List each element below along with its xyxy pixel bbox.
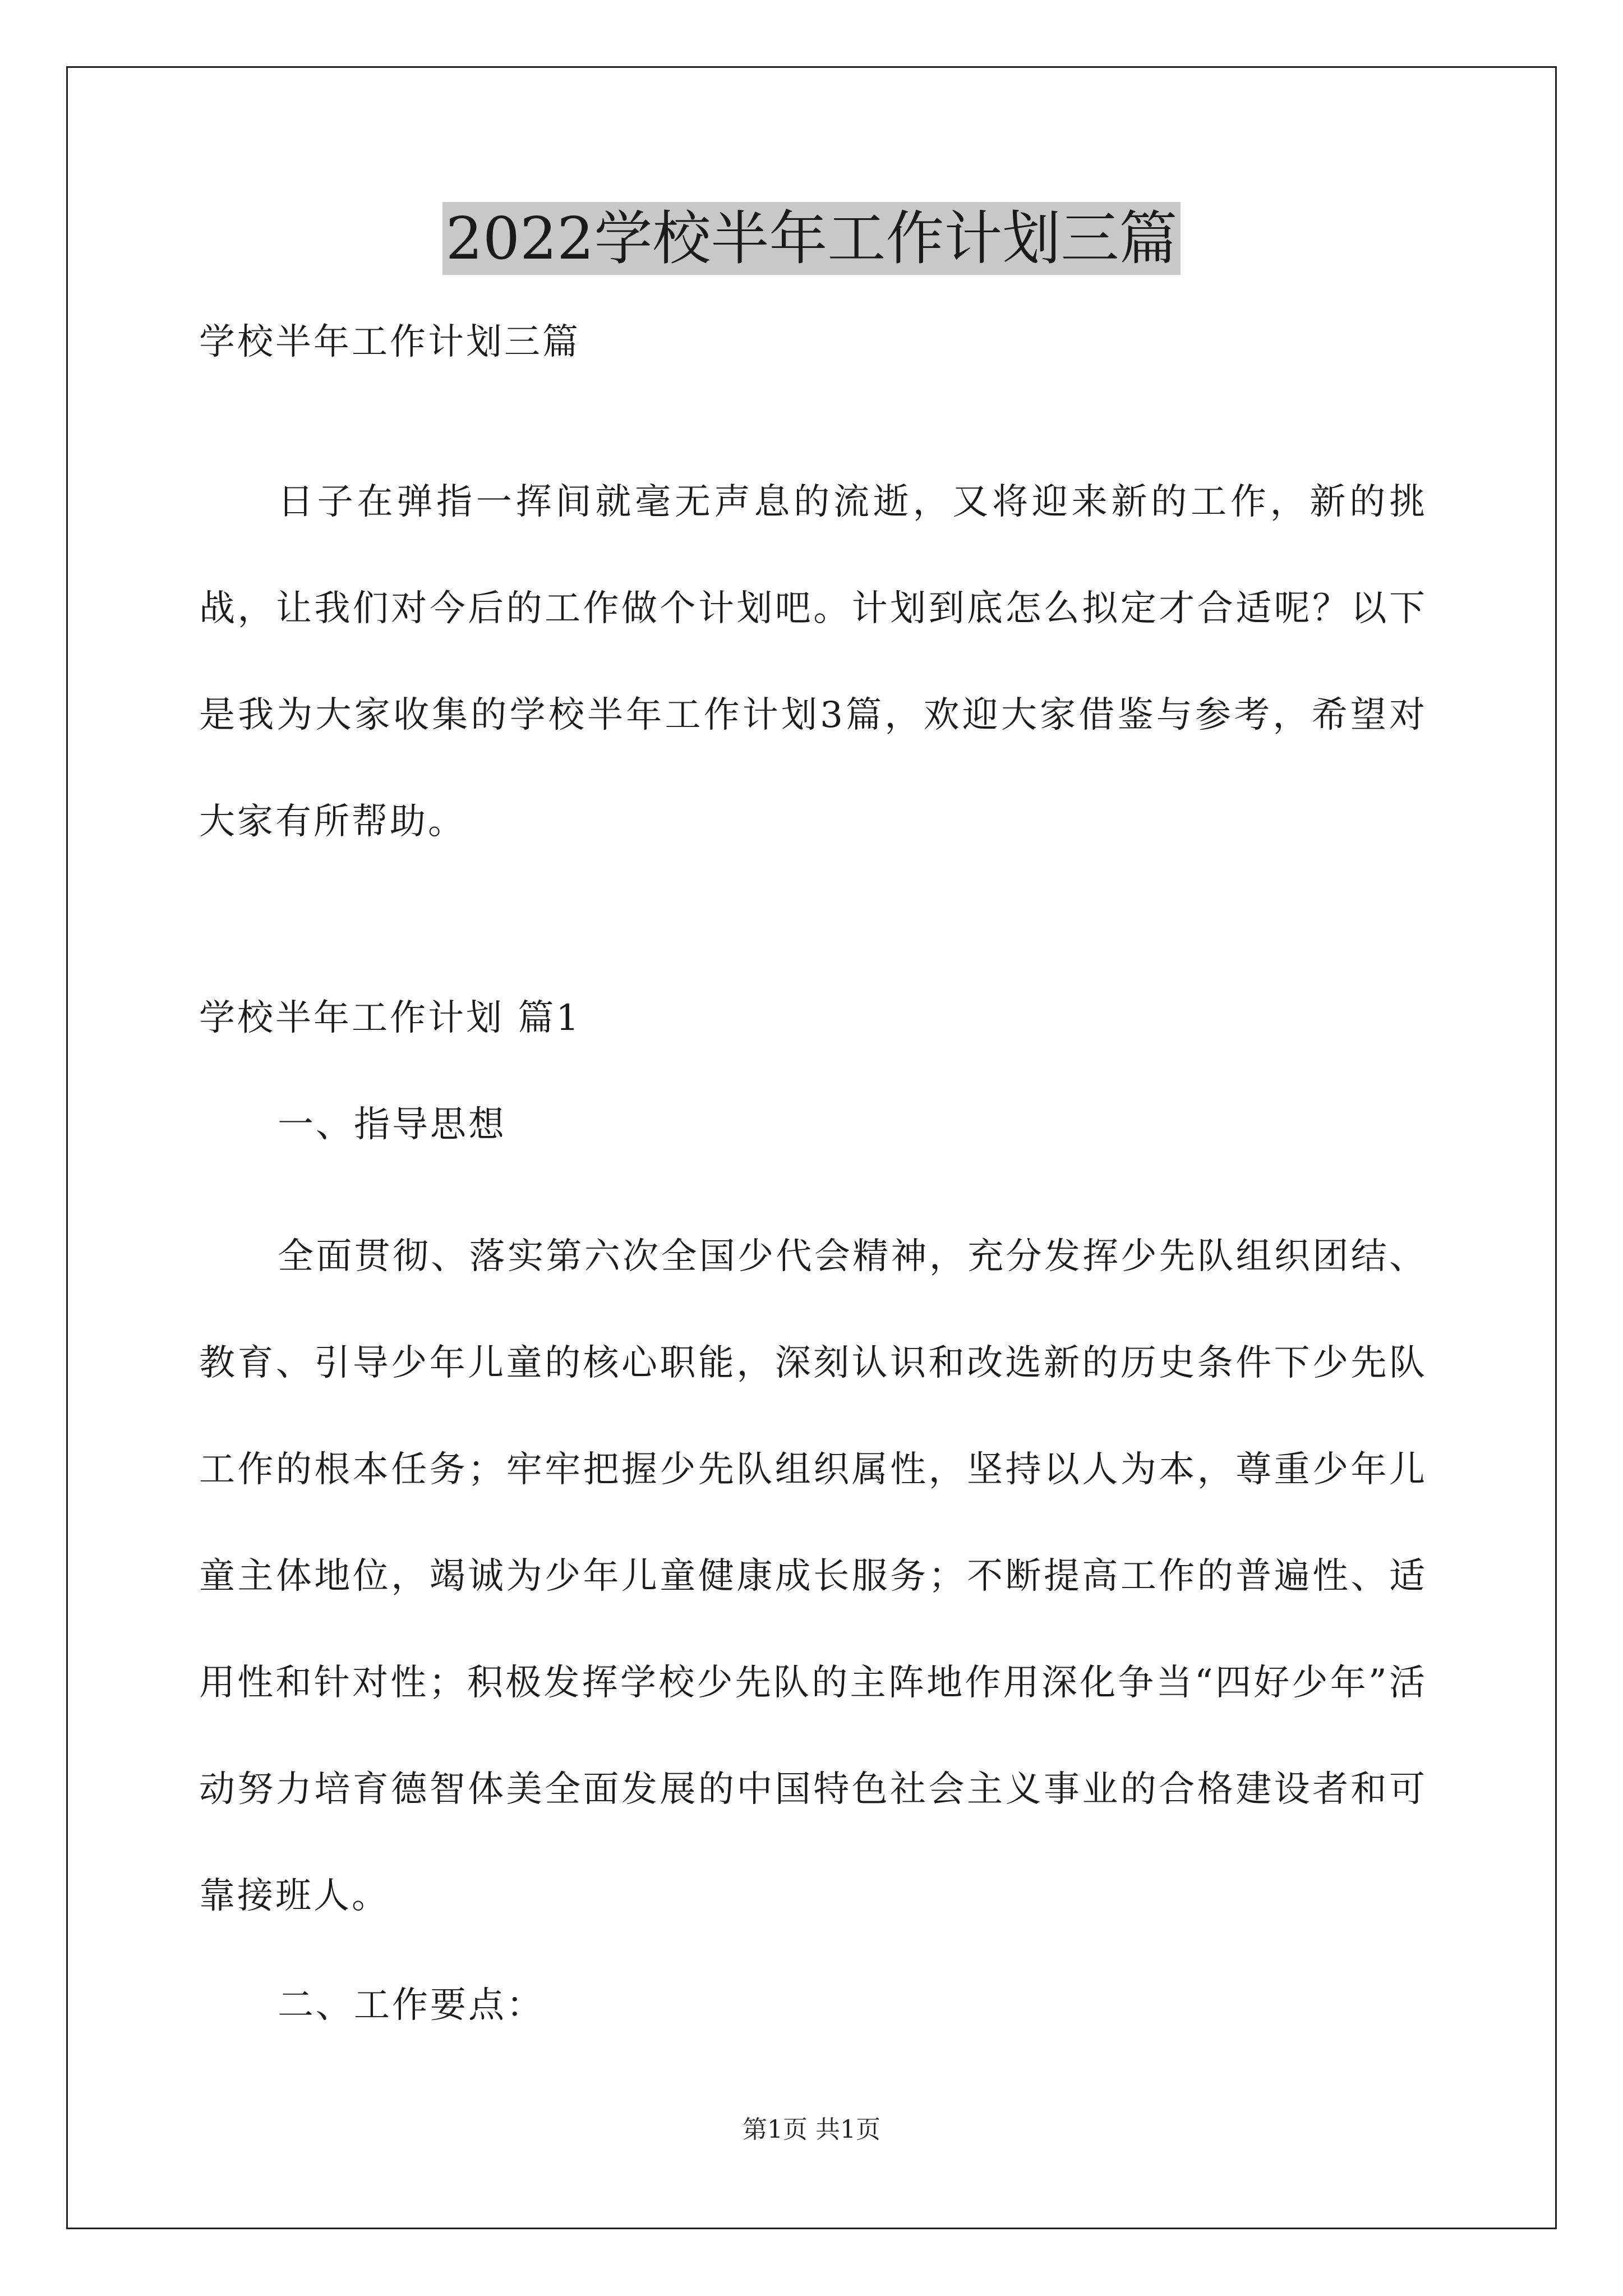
heading-guiding-ideology: 一、指导思想 <box>278 1104 506 1145</box>
document-title <box>0 199 1623 278</box>
intro-paragraph: 日子在弹指一挥间就毫无声息的流逝，又将迎来新的工作，新的挑战，让我们对今后的工作做个计划吧。计划到底怎么拟定才合适呢？以下是我为大家收集的学校半年工作计划3篇，欢迎大家借鉴与参考，希望对大家有所帮助。 <box>199 481 1427 843</box>
heading-work-points: 二、工作要点： <box>278 1985 545 2026</box>
document-title-text: 2022学校半年工作计划三篇 <box>442 202 1181 275</box>
paragraph-guiding-ideology: 全面贯彻、落实第六次全国少代会精神，充分发挥少先队组织团结、教育、引导少年儿童的核心职能，深刻认识和改选新的历史条件下少先队工作的根本任务；牢牢把握少先队组织属性，坚持以人为本，尊重少年儿童主体地位，竭诚为少年儿童健康成长服务；不断提高工作的普遍性、适用性和针对性；积极发挥学校少先队的主阵地作用深化争当“四好少年”活动努力培育德智体美全面发展的中国特色社会主义事业的合格建设者和可靠接班人。 <box>199 1236 1427 1917</box>
page-footer: 第1页 共1页 <box>743 2115 880 2144</box>
section-title: 学校半年工作计划 篇1 <box>199 997 582 1039</box>
document-subtitle: 学校半年工作计划三篇 <box>199 321 580 363</box>
